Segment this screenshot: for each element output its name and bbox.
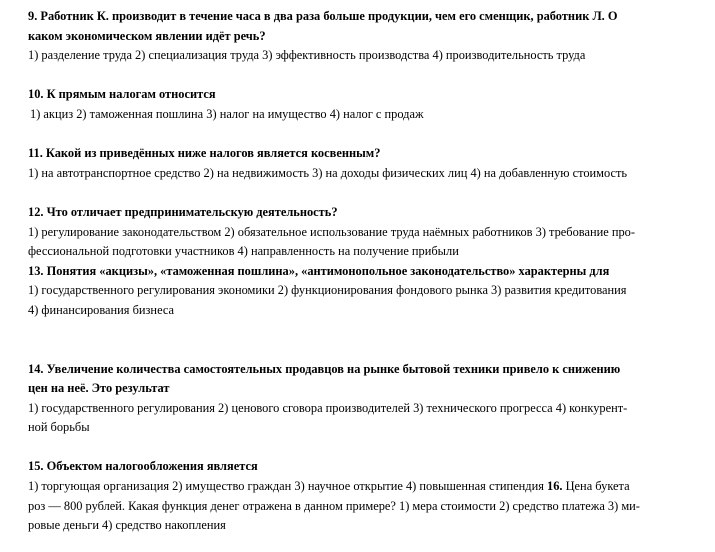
question-14-text-line-1: 14. Увеличение количества самостоятельных продавцов на рынке бытовой техники привело к снижению (28, 361, 621, 376)
question-13-options-line-1: 1) государственного регулирования экономики 2) функционирования фондового рынка 3) развития кредитования (28, 283, 627, 298)
question-15 (28, 457, 691, 535)
question-9-text-line-2: каком экономическом явлении идёт речь? (28, 28, 266, 43)
question-9-options: 1) разделение труда 2) специализация труда 3) эффективность производства 4) производительность труда (28, 48, 586, 63)
question-9 (28, 7, 691, 66)
question-14 (28, 360, 691, 438)
question-11-options: 1) на автотранспортное средство 2) на недвижимость 3) на доходы физических лиц 4) на добавленную стоимость (28, 165, 628, 180)
question-13-options-line-2: 4) финансирования бизнеса (28, 302, 175, 317)
question-14-options-line-1: 1) государственного регулирования 2) ценового сговора производителей 3) технического прогресса 4) конкурент- (28, 400, 628, 415)
question-13 (28, 262, 691, 321)
question-11-text: 11. Какой из приведённых ниже налогов является косвенным? (28, 146, 381, 161)
question-14-text-line-2: цен на неё. Это результат (28, 381, 170, 396)
question-10-text: 10. К прямым налогам относится (28, 87, 216, 102)
question-9-text-line-1: 9. Работник К. производит в течение часа в два раза больше продукции, чем его сменщик, работник Л. О (28, 9, 618, 23)
question-12 (28, 203, 691, 262)
question-10 (28, 85, 691, 124)
question-11 (28, 144, 691, 183)
question-13-text: 13. Понятия «акцизы», «таможенная пошлина», «антимонопольное законодательство» характерны для (28, 263, 610, 278)
question-16-text-line-2: роз — 800 рублей. Какая функция денег отражена в данном примере? 1) мера стоимости 2) средство платежа 3) ми- (28, 498, 640, 513)
question-16-text-start: Цена букета (562, 479, 630, 494)
question-15-text: 15. Объектом налогообложения является (28, 459, 258, 474)
question-12-options-line-1: 1) регулирование законодательством 2) обязательное использование труда наёмных работников 3) требование про- (28, 224, 635, 239)
question-15-options-line-1 (28, 477, 691, 497)
question-14-options-line-2: ной борьбы (28, 420, 90, 435)
question-10-options: 1) акциз 2) таможенная пошлина 3) налог на имущество 4) налог с продаж (30, 106, 424, 121)
question-15-options-part: 1) торгующая организация 2) имущество граждан 3) научное открытие 4) повышенная стипендия (28, 479, 548, 494)
question-12-options-line-2: фессиональной подготовки участников 4) направленность на получение прибыли (28, 244, 459, 259)
question-16-number: 16. (547, 479, 563, 494)
question-16-text-line-3: ровые деньги 4) средство накопления (28, 518, 226, 533)
question-12-text: 12. Что отличает предпринимательскую деятельность? (28, 204, 338, 219)
